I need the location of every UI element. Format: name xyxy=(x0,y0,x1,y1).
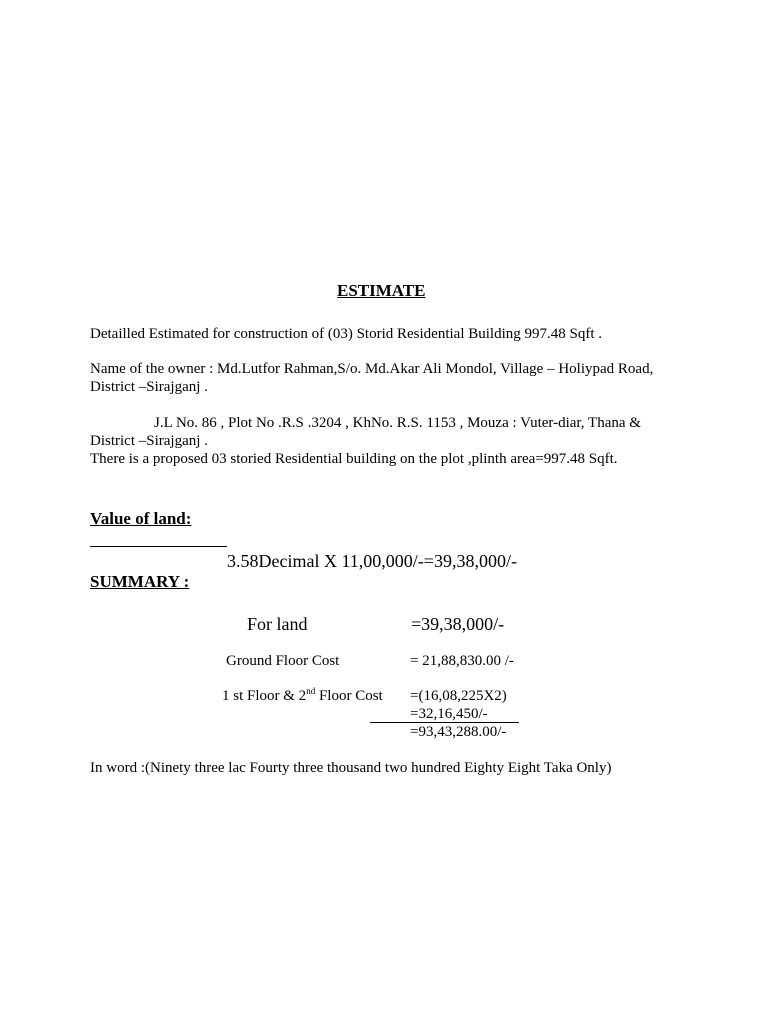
summary-heading: SUMMARY : xyxy=(90,572,190,591)
superscript-nd: nd xyxy=(306,686,316,696)
amount-in-words: In word :(Ninety three lac Fourty three thousand two hundred Eighty Eight Taka Only) xyxy=(90,760,612,776)
document-title: ESTIMATE xyxy=(337,281,426,300)
land-cost-value: =39,38,000/- xyxy=(411,614,505,634)
total-value: =93,43,288.00/- xyxy=(410,724,507,740)
upper-floor-value: =32,16,450/- xyxy=(410,706,488,722)
ground-floor-value: = 21,88,830.00 /- xyxy=(410,653,514,669)
underline-rule xyxy=(90,546,227,547)
plinth-area-text: There is a proposed 03 storied Residential building on the plot ,plinth area=997.48 Sqft. xyxy=(90,451,618,467)
upper-floor-label-part1: 1 st Floor & 2 xyxy=(222,688,307,704)
location-line-2: District –Sirajganj . xyxy=(90,433,208,449)
land-value-formula: 3.58Decimal X 11,00,000/-=39,38,000/- xyxy=(227,551,517,571)
land-cost-label: For land xyxy=(247,614,308,634)
location-line-1: J.L No. 86 , Plot No .R.S .3204 , KhNo. R.S. 1153 , Mouza : Vuter-diar, Thana & xyxy=(154,415,641,431)
value-of-land-heading: Value of land: xyxy=(90,509,192,528)
description-text: Detailled Estimated for construction of (03) Storid Residential Building 997.48 Sqft . xyxy=(90,326,603,342)
upper-floor-label xyxy=(222,687,383,705)
upper-floor-multiplier: =(16,08,225X2) xyxy=(410,688,507,704)
owner-line-1: Name of the owner : Md.Lutfor Rahman,S/o. Md.Akar Ali Mondol, Village – Holiypad Road, xyxy=(90,361,654,377)
owner-line-2: District –Sirajganj . xyxy=(90,379,208,395)
ground-floor-label: Ground Floor Cost xyxy=(226,653,340,669)
upper-floor-label-part2: Floor Cost xyxy=(315,688,383,704)
